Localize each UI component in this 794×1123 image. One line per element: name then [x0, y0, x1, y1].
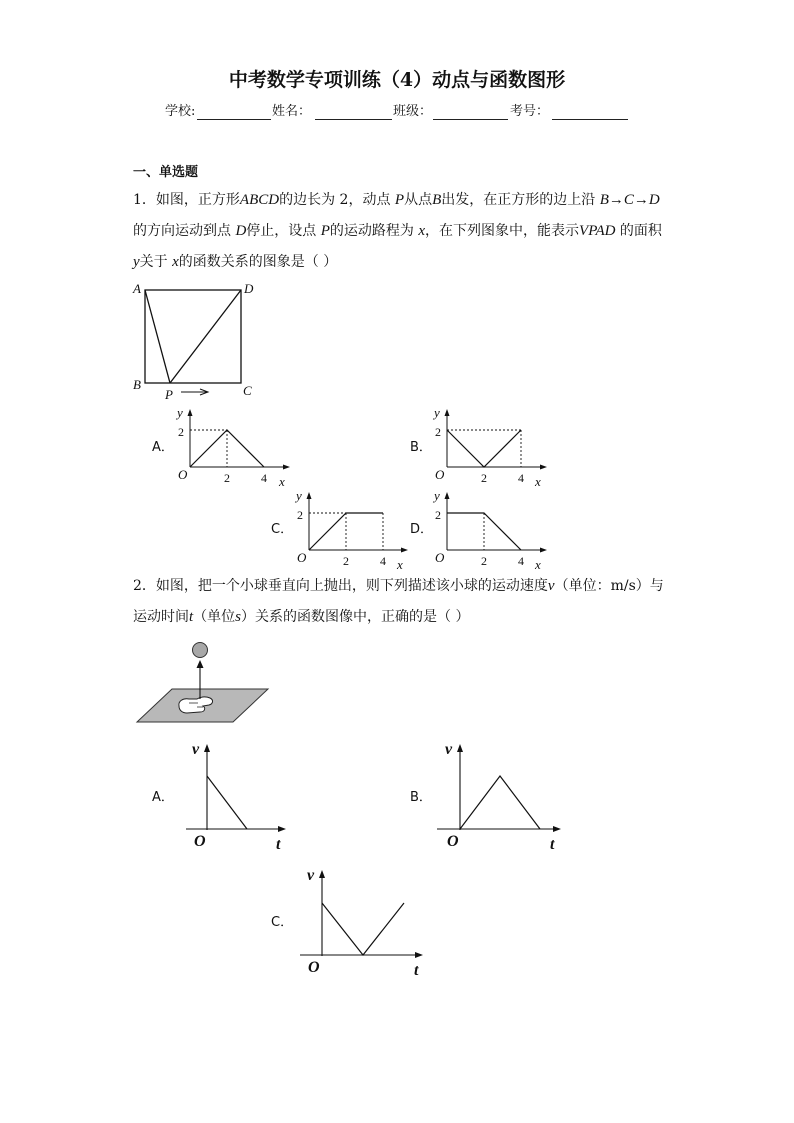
vertex-label-d: D: [244, 281, 254, 296]
q2-text: ）关系的函数图像中，正确的是（ ）: [241, 609, 470, 625]
x-axis-label: x: [535, 557, 541, 572]
class-label: 班级：: [393, 104, 433, 119]
x-tick-label: 4: [518, 554, 524, 568]
velocity-line: [207, 776, 247, 829]
function-line: [447, 430, 521, 467]
vertex-label-b: B: [133, 377, 141, 392]
t-axis-arrow: [415, 952, 423, 958]
x-tick-label: 4: [261, 471, 267, 485]
y-axis-arrow: [445, 409, 450, 416]
origin-label: O: [308, 959, 320, 976]
ball: [193, 643, 208, 658]
segment-ap: [145, 290, 170, 383]
school-field[interactable]: [197, 104, 271, 120]
q1-math: D: [235, 223, 247, 239]
q1-square-figure: [125, 278, 265, 403]
x-axis-arrow: [283, 465, 290, 470]
q1-math: B: [432, 192, 442, 208]
q1-text: 的边长为 2，动点: [279, 192, 395, 208]
q2-line-1: [133, 576, 664, 596]
origin-label: O: [447, 833, 459, 850]
v-axis-arrow: [319, 870, 325, 878]
name-label: 姓名：: [272, 104, 312, 119]
vertex-label-c: C: [243, 383, 252, 398]
q1-option-a-graph[interactable]: [172, 403, 297, 493]
t-axis-label: t: [276, 836, 281, 850]
y-tick-label: 2: [297, 508, 303, 522]
q1-option-b-graph[interactable]: [428, 403, 553, 493]
v-axis-arrow: [457, 744, 463, 752]
y-axis-arrow: [188, 409, 193, 416]
x-tick-label: 4: [380, 554, 386, 568]
q1-text: 关于: [139, 254, 173, 270]
x-tick-label: 2: [343, 554, 349, 568]
x-axis-arrow: [540, 548, 547, 553]
x-axis-arrow: [401, 548, 408, 553]
q2-option-a-label[interactable]: A．: [152, 790, 174, 805]
q1-line-3: [133, 252, 337, 272]
y-tick-label: 2: [178, 425, 184, 439]
q1-math: P: [320, 223, 330, 239]
q1-math: ABCD: [239, 192, 280, 208]
q2-option-c-label[interactable]: C．: [271, 915, 294, 930]
q1-option-c-label[interactable]: C．: [271, 522, 294, 537]
q2-option-b-label[interactable]: B．: [410, 790, 432, 805]
q1-math: P: [394, 192, 405, 208]
q1-math: y: [133, 254, 140, 270]
q1-option-d-label[interactable]: D．: [410, 522, 434, 537]
y-axis-label: y: [177, 405, 183, 420]
velocity-line: [322, 903, 404, 955]
class-field[interactable]: [433, 104, 508, 120]
square-abcd: [145, 290, 241, 383]
q1-text: 出发，在正方形的边上沿: [441, 192, 600, 208]
q1-text: 的方向运动到点: [133, 223, 236, 239]
q2-line-2: [133, 607, 469, 627]
origin-label: O: [435, 467, 445, 482]
q2-math: s: [235, 609, 242, 625]
x-axis-arrow: [540, 465, 547, 470]
q1-option-a-label[interactable]: A．: [152, 440, 174, 455]
q1-option-b-label[interactable]: B．: [410, 440, 432, 455]
x-tick-label: 4: [518, 471, 524, 485]
velocity-line: [460, 776, 540, 829]
q1-text: 从点: [404, 192, 433, 208]
x-tick-label: 2: [481, 554, 487, 568]
origin-label: O: [435, 550, 445, 565]
q1-text: 停止，设点: [246, 223, 321, 239]
t-axis-arrow: [553, 826, 561, 832]
segment-pd: [170, 290, 241, 383]
q1-math: x: [418, 223, 426, 239]
q2-text: 运动时间: [133, 609, 189, 625]
name-field[interactable]: [315, 104, 392, 120]
point-label-p: P: [165, 387, 173, 402]
q1-math: B→C→D: [599, 192, 660, 208]
q1-line-1: [133, 190, 660, 210]
x-axis-label: x: [279, 474, 285, 489]
throw-arrow-head: [197, 660, 204, 668]
v-axis-arrow: [204, 744, 210, 752]
x-axis-label: x: [397, 557, 403, 572]
y-axis-arrow: [445, 492, 450, 499]
q1-option-d-graph[interactable]: [428, 486, 553, 576]
page-title: 中考数学专项训练（4）动点与函数图形: [228, 69, 566, 91]
q2-math: v: [547, 578, 555, 594]
y-axis-label: y: [434, 405, 440, 420]
q2-option-c-graph[interactable]: [295, 862, 427, 978]
q1-line-2: [133, 221, 662, 241]
q1-text: ，在下列图象中，能表示: [425, 223, 580, 239]
v-axis-label: v: [307, 867, 315, 884]
q2-option-b-graph[interactable]: [433, 738, 565, 850]
q2-ball-figure: [130, 638, 275, 730]
exam-number-label: 考号：: [510, 104, 550, 119]
q1-text: 的函数关系的图象是（ ）: [178, 254, 338, 270]
x-axis-label: x: [535, 474, 541, 489]
v-axis-label: v: [192, 741, 200, 758]
q1-text: 的运动路程为: [329, 223, 419, 239]
q2-text: （单位：m/s）与: [554, 578, 664, 594]
y-axis-label: y: [296, 488, 302, 503]
q1-math: VPAD: [579, 223, 616, 239]
q1-math: x: [172, 254, 179, 270]
v-axis-label: v: [445, 741, 453, 758]
vertex-label-a: A: [133, 281, 141, 296]
origin-label: O: [178, 467, 188, 482]
y-axis-label: y: [434, 488, 440, 503]
q1-text: 的面积: [615, 223, 662, 239]
q1-text: 1．如图，正方形: [133, 192, 240, 208]
q1-option-c-graph[interactable]: [290, 486, 415, 576]
section-title: 一、单选题: [133, 165, 199, 180]
x-tick-label: 2: [224, 471, 230, 485]
origin-label: O: [194, 833, 206, 850]
origin-label: O: [297, 550, 307, 565]
t-axis-arrow: [278, 826, 286, 832]
y-axis-arrow: [307, 492, 312, 499]
t-axis-label: t: [550, 836, 555, 850]
y-tick-label: 2: [435, 425, 441, 439]
exam-number-field[interactable]: [552, 104, 628, 120]
q2-text: （单位: [193, 609, 236, 625]
q2-math: t: [189, 609, 194, 625]
t-axis-label: t: [414, 962, 419, 978]
x-tick-label: 2: [481, 471, 487, 485]
school-label: 学校:: [165, 104, 196, 119]
y-tick-label: 2: [435, 508, 441, 522]
q2-option-a-graph[interactable]: [180, 738, 290, 850]
q2-text: 2．如图，把一个小球垂直向上抛出，则下列描述该小球的运动速度: [133, 578, 548, 594]
